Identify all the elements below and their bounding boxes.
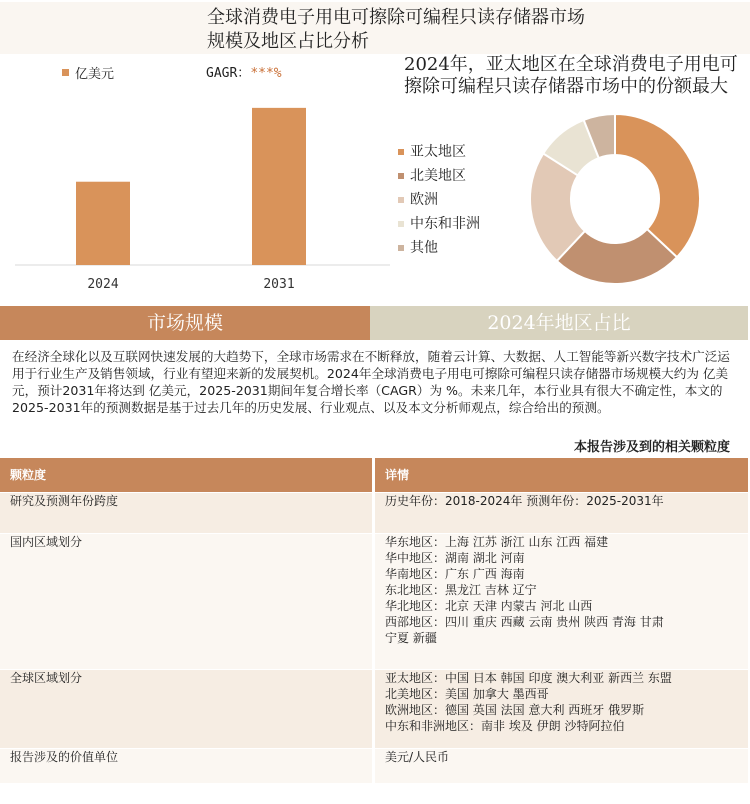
bar-legend — [62, 62, 114, 82]
legend-label: 北美地区 — [410, 168, 466, 184]
bar-legend-swatch — [62, 69, 69, 76]
row-label: 国内区域划分 — [0, 534, 374, 670]
row-detail — [374, 493, 749, 534]
legend-swatch — [398, 197, 404, 203]
detail-line: 历史年份：2018-2024年 预测年份：2025-2031年 — [385, 494, 664, 508]
legend-label: 中东和非洲 — [410, 216, 480, 232]
detail-line: 华北地区：北京 天津 内蒙古 河北 山西 — [385, 599, 593, 613]
granularity-heading: 本报告涉及到的相关颗粒度 — [573, 440, 730, 455]
table-row — [0, 749, 748, 784]
detail-line: 华中地区：湖南 湖北 河南 — [385, 551, 525, 565]
detail-line: 北美地区：美国 加拿大 墨西哥 — [385, 687, 549, 701]
legend-swatch — [398, 173, 404, 179]
cagr-text: GAGR： — [206, 66, 251, 81]
intro-paragraph: 在经济全球化以及互联网快速发展的大趋势下，全球市场需求在不断释放，随着云计算、大数据、人工智能等新兴数字技术广泛运用于行业生产及销售领域，行业有望迎来新的发展契机。2024年全球消费电子用电可擦除可编程只读存储器市场规模大约为 亿美元，预计2031年将达到 亿美元，2025-2031期间年复合增长率（CAGR）为 %。未来几年，本行业具有很大不确定性，本文的2025-2031年的预测数据是基于过去几年的历史发展、行业观点、以及本文分析师观点，综合给出的预测。 — [12, 349, 730, 415]
bar-2031 — [252, 108, 306, 265]
detail-line: 亚太地区：中国 日本 韩国 印度 澳大利亚 新西兰 东盟 — [385, 671, 672, 685]
legend-swatch — [398, 221, 404, 227]
detail-line: 欧洲地区：德国 英国 法国 意大利 西班牙 俄罗斯 — [385, 703, 645, 717]
donut-slice-0 — [615, 114, 700, 257]
detail-line: 美元/人民币 — [385, 750, 450, 764]
donut-chart — [520, 104, 710, 294]
bar-chart — [0, 80, 395, 302]
row-label: 研究及预测年份跨度 — [0, 493, 374, 534]
cagr-value: ***% — [250, 66, 282, 81]
header-granularity: 颗粒度 — [0, 458, 374, 493]
row-label: 报告涉及的价值单位 — [0, 749, 374, 784]
row-detail — [374, 670, 749, 749]
pie-legend-item — [398, 188, 480, 212]
cagr-label — [206, 62, 282, 81]
table-header — [0, 458, 748, 493]
row-detail — [374, 534, 749, 670]
x-tick-label: 2031 — [263, 277, 295, 292]
granularity-table — [0, 458, 748, 784]
pie-title: 2024年，亚太地区在全球消费电子用电可擦除可编程只读存储器市场中的份额最大 — [404, 54, 738, 97]
bar-legend-label: 亿美元 — [75, 67, 115, 82]
x-tick-label: 2024 — [87, 277, 119, 292]
table-row — [0, 670, 748, 749]
table-row — [0, 493, 748, 534]
bar-2024 — [76, 182, 130, 265]
header-detail: 详情 — [374, 458, 749, 493]
section-region-share: 2024年地区占比 — [370, 306, 748, 340]
legend-swatch — [398, 149, 404, 155]
page-title: 全球消费电子用电可擦除可编程只读存储器市场规模及地区占比分析 — [207, 7, 585, 52]
legend-label: 其他 — [410, 240, 438, 256]
detail-line: 宁夏 新疆 — [385, 631, 437, 645]
pie-legend-item — [398, 236, 480, 260]
pie-legend-item — [398, 140, 480, 164]
pie-legend-item — [398, 164, 480, 188]
section-market-size: 市场规模 — [0, 306, 370, 340]
table-row — [0, 534, 748, 670]
legend-label: 亚太地区 — [410, 144, 466, 160]
detail-line: 华东地区：上海 江苏 浙江 山东 江西 福建 — [385, 535, 609, 549]
legend-label: 欧洲 — [410, 192, 438, 208]
detail-line: 西部地区：四川 重庆 西藏 云南 贵州 陕西 青海 甘肃 — [385, 615, 664, 629]
detail-line: 中东和非洲地区：南非 埃及 伊朗 沙特阿拉伯 — [385, 719, 625, 733]
detail-line: 华南地区：广东 广西 海南 — [385, 567, 525, 581]
legend-swatch — [398, 245, 404, 251]
pie-legend — [398, 140, 480, 260]
pie-legend-item — [398, 212, 480, 236]
row-detail — [374, 749, 749, 784]
row-label: 全球区域划分 — [0, 670, 374, 749]
detail-line: 东北地区：黑龙江 吉林 辽宁 — [385, 583, 537, 597]
